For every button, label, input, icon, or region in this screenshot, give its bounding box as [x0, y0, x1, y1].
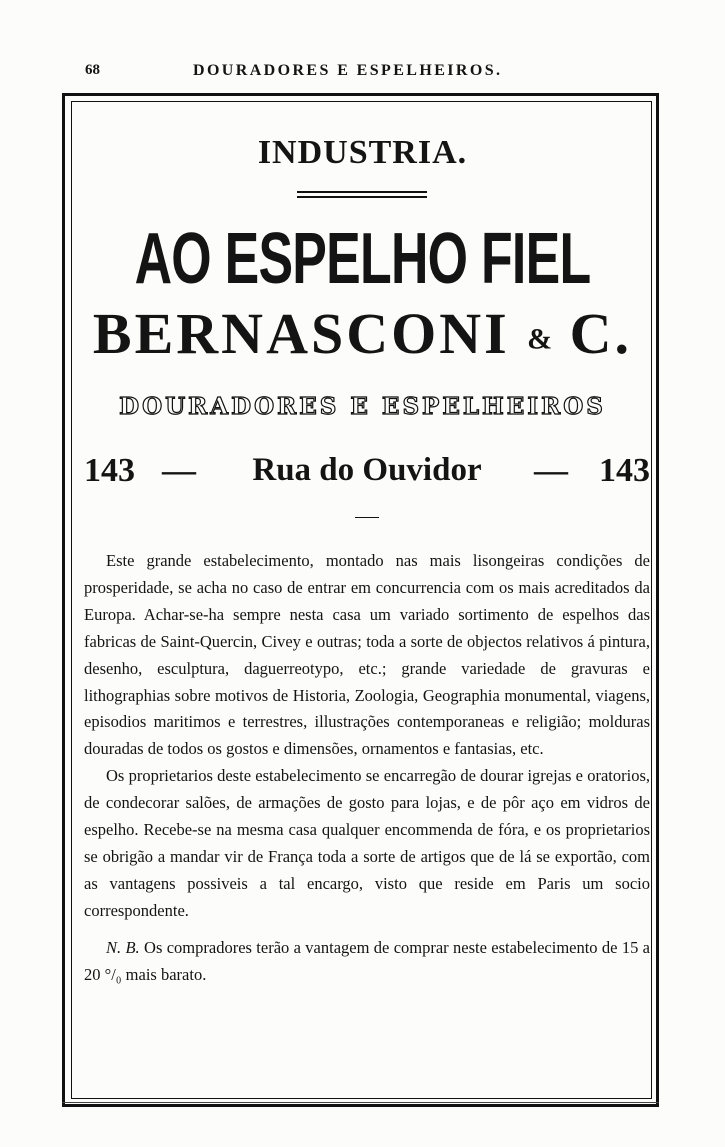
running-title: DOURADORES E ESPELHEIROS. — [193, 62, 503, 79]
address-number-left: 143 — [84, 452, 135, 489]
firm-name: BERNASCONI — [92, 301, 510, 366]
note-label: N. B. — [106, 937, 140, 957]
firm-suffix: C. — [569, 301, 633, 366]
address-dash-left: — — [162, 452, 196, 489]
address-line — [84, 452, 650, 496]
short-rule-divider — [355, 517, 379, 518]
bottom-rule — [62, 1102, 659, 1103]
running-head — [0, 62, 725, 84]
firm-ampersand: & — [527, 322, 553, 356]
advert-heading: INDUSTRIA. — [257, 134, 468, 171]
firm-name-line — [0, 300, 725, 367]
address-street: Rua do Ouvidor — [252, 452, 482, 488]
body-paragraph: Este grande estabelecimento, montado nas mais lisongeiras condições de prosperidade, se acha no caso de entrar em concurrencia com os mais acreditados da Europa. Achar-se-ha sempre nesta casa um variado sortimento de espelhos das fabricas de Saint-Quercin, Civey e outras; toda a sorte de objectos relativos á pintura, desenho, esculptura, daguerreotypo, etc.; grande variedade de gravuras e lithographias sobre motivos de Historia, Zoologia, Geographia monumental, viagens, episodios maritimos e terrestres, illustrações contemporaneas e religião; molduras douradas de todos os gostos e dimensões, ornamentos e fantasias, etc. — [84, 551, 650, 759]
address-number-right: 143 — [599, 452, 650, 489]
note-text: Os compradores terão a vantagem de comprar neste estabelecimento de 15 a 20 °/₀ mais barato. — [84, 937, 650, 984]
double-rule-divider — [297, 191, 427, 198]
address-dash-right: — — [534, 452, 568, 489]
body-paragraph: Os proprietarios deste estabelecimento se encarregão de dourar igrejas e oratorios, de condecorar salões, de armações de gosto para lojas, e de pôr aço em vidros de espelho. Recebe-se na mesma casa qualquer encommenda de fóra, e os proprietarios se obrigão a mandar vir de França toda a sorte de artigos que de lá se exportão, com as vantagens possiveis a tal encargo, visto que reside em Paris um socio correspondente. — [84, 766, 650, 920]
shop-name: AO ESPELHO FIEL — [134, 219, 591, 299]
page-number: 68 — [85, 62, 100, 78]
note-paragraph — [84, 935, 650, 989]
trade-line: DOURADORES E ESPELHEIROS — [119, 393, 606, 420]
advert-body — [84, 548, 650, 989]
